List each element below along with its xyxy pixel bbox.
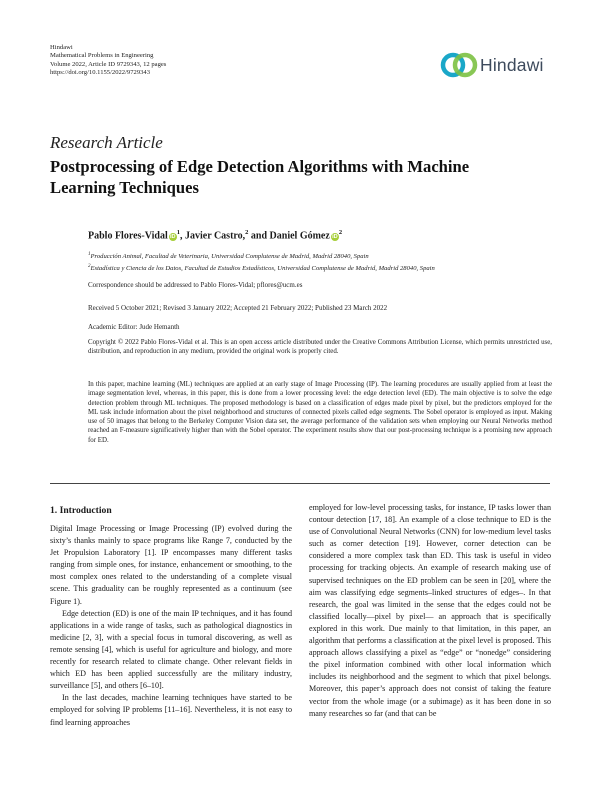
author-affiliation-mark: 2 <box>245 229 249 236</box>
section-divider <box>50 483 550 484</box>
abstract: In this paper, machine learning (ML) techniques are applied at an early stage of Image Processing (IP). The learning procedures are usually applied from at least the image segmentation level, whereas, in this paper, this is done from a lower processing level: the edge detection level (ED). The main objective is to solve the edge detection problem through ML techniques. The proposed methodology is based on a classification of edges made pixel by pixel, but the predictors employed for the ML task include information about the pixel neighborhood and structures of connected pixels called edge segments. The Sobel operator is employed as input. Making use of 50 images that belong to the Berkeley Computer Vision data set, the average performance of the validation sets when employing our Neural Networks method reached an F-measure significatively higher than with the Sobel operator. The experiment results show that our post-processing technique is a promising new approach for ED. <box>88 381 552 444</box>
body-paragraph: employed for low-level processing tasks, for instance, IP tasks lower than contour detection [17, 18]. An example of a close technique to ED is the use of Convolutional Neural Networks (CNN) for low-medium level tasks such as corner detection [19]. However, corner detection can be considered a more complex task than ED. This task is useful in video processing for tracking objects. An example of research making use of supervised techniques on the ED problem can be seen in [20], where the aim was classifying edge segments–linked structures of edges–. In that research, the goal was limited in the sense that the edges could not be classified locally—pixel by pixel— an approach that is specifically explored in this work. Due mainly to that limitation, in this paper, an algorithm that performs a classification at the pixel level is proposed. This approach allows classifying a pixel as “edge” or “nonedge” considering the pixel information combined with other local information which includes its neighborhood and the segment to which that pixel belongs. Moreover, this paper’s approach does not consist of taking the feature vector from the whole image (or a subimage) as it has been done in so many researches so far (and that can be <box>309 503 551 718</box>
author-name: Pablo Flores-Vidal <box>88 230 168 242</box>
body-column-right <box>309 502 551 720</box>
body-paragraph: Edge detection (ED) is one of the main IP techniques, and it has found applications in a wide range of tasks, such as pathological diagnostics in medicine [2, 3], with a special focus in tumoral discovering, as well as remote sensing [4], which is useful for agriculture and biology, and more recently for research related to climate change. Other relevant fields in which ED has been applied successfully are the military industry, surveillance [5], and others [6–10]. <box>50 608 292 691</box>
orcid-icon[interactable]: iD <box>169 234 176 241</box>
body-paragraph: Digital Image Processing or Image Processing (IP) evolved during the sixty’s thanks mainly to space programs like Range 7, conducted by the Jet Propulsion Laboratory [1]. IP encompasses many different tasks ranging from simple ones, for instance, enhancement or smoothing, to the most complex ones related to the understanding of a complete visual scene. This graduality can be roughly represented as a continuum (see Figure 1). <box>50 524 292 606</box>
hindawi-logo-icon <box>440 50 480 80</box>
author-affiliation-mark: 1 <box>176 229 180 236</box>
journal-name: Mathematical Problems in Engineering <box>50 52 154 60</box>
affiliation-number: 2 <box>88 264 91 269</box>
publisher-name: Hindawi <box>50 44 73 51</box>
hindawi-logo <box>440 50 552 80</box>
affiliation-text: Estadística y Ciencia de los Datos, Facultad de Estudios Estadísticos, Universidad Complutense de Madrid, Madrid 28040, Spain <box>90 265 435 273</box>
author-name: Javier Castro, <box>184 230 246 242</box>
correspondence-line: Correspondence should be addressed to Pablo Flores-Vidal; pflores@ucm.es <box>88 281 303 289</box>
affiliation-1 <box>88 252 369 260</box>
volume-line: Volume 2022, Article ID 9729343, 12 pages <box>50 60 167 68</box>
affiliation-number: 1 <box>88 252 91 257</box>
author-affiliation-mark: 2 <box>338 229 343 236</box>
journal-header <box>50 44 166 78</box>
author-name: Daniel Gómez <box>269 230 330 242</box>
author-separator: , <box>179 230 185 242</box>
logo-wordmark: Hindawi <box>480 55 544 75</box>
author-separator: and <box>248 230 270 242</box>
affiliation-text: Producción Animal, Facultad de Veterinaria, Universidad Complutense de Madrid, Madrid 28040, Spain <box>90 253 369 261</box>
academic-editor: Academic Editor: Jude Hemanth <box>88 323 180 331</box>
section-heading: 1. Introduction <box>50 505 112 516</box>
copyright-notice: Copyright © 2022 Pablo Flores-Vidal et al. This is an open access article distributed under the Creative Commons Attribution License, which permits unrestricted use, distribution, and reproduction in any medium, provided the original work is properly cited. <box>88 339 552 356</box>
publication-dates: Received 5 October 2021; Revised 3 January 2022; Accepted 21 February 2022; Published 23 March 2022 <box>88 304 388 312</box>
article-type: Research Article <box>50 133 163 152</box>
body-column-left <box>50 504 292 729</box>
affiliation-2 <box>88 264 435 272</box>
paper-title: Postprocessing of Edge Detection Algorithms with Machine Learning Techniques <box>50 157 470 197</box>
orcid-icon[interactable]: iD <box>332 234 338 241</box>
author-list <box>88 229 342 241</box>
doi-link[interactable]: https://doi.org/10.1155/2022/9729343 <box>50 69 151 77</box>
body-paragraph: In the last decades, machine learning techniques have started to be employed for solving IP problems [11–16]. Nevertheless, it is not easy to find learning approaches <box>50 693 292 727</box>
